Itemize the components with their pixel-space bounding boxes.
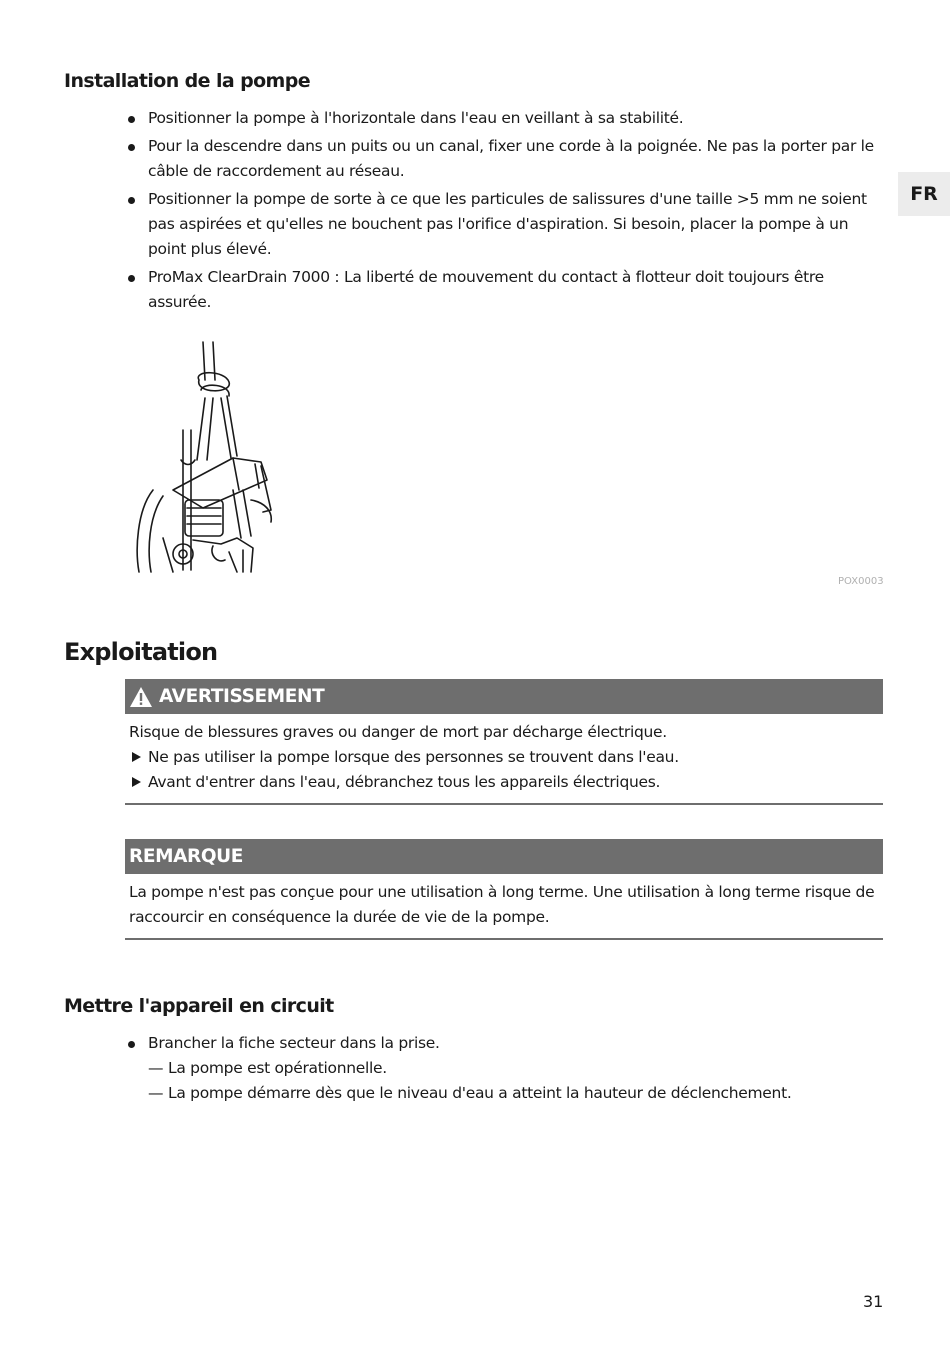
section-heading-exploitation: Exploitation	[64, 638, 218, 666]
result-item: — La pompe démarre dès que le niveau d'eau a atteint la hauteur de déclenchement.	[148, 1081, 878, 1106]
warning-instruction: Ne pas utiliser la pompe lorsque des personnes se trouvent dans l'eau.	[129, 745, 879, 770]
warning-box	[125, 679, 883, 805]
list-item: Brancher la fiche secteur dans la prise.	[128, 1031, 878, 1056]
switch-on-list	[128, 1031, 878, 1056]
installation-list	[128, 106, 878, 318]
list-item: Positionner la pompe à l'horizontale dans l'eau en veillant à sa stabilité.	[128, 106, 878, 131]
section-heading-switch-on: Mettre l'appareil en circuit	[64, 995, 334, 1017]
list-item: Positionner la pompe de sorte à ce que les particules de salissures d'une taille >5 mm ne soient pas aspirées et qu'elles ne bouchent pas l'orifice d'aspiration. Si besoin, placer la pompe à un point plus élevé.	[128, 187, 878, 262]
note-title: REMARQUE	[129, 846, 244, 867]
note-box	[125, 839, 883, 940]
warning-instruction: Avant d'entrer dans l'eau, débranchez tous les appareils électriques.	[129, 770, 879, 795]
pump-rope-illustration	[133, 340, 308, 576]
warning-header	[125, 679, 883, 714]
warning-triangle-icon	[129, 686, 153, 708]
warning-intro: Risque de blessures graves ou danger de mort par décharge électrique.	[129, 723, 667, 741]
result-item: — La pompe est opérationnelle.	[148, 1056, 878, 1081]
list-item: Pour la descendre dans un puits ou un canal, fixer une corde à la poignée. Ne pas la porter par le câble de raccordement au réseau.	[128, 134, 878, 184]
warning-title: AVERTISSEMENT	[159, 686, 325, 707]
figure-caption: POX0003	[838, 576, 884, 587]
section-heading-installation: Installation de la pompe	[64, 70, 311, 92]
note-text: La pompe n'est pas conçue pour une utilisation à long terme. Une utilisation à long terme risque de raccourcir en conséquence la durée de vie de la pompe.	[129, 883, 875, 926]
results-list	[148, 1056, 878, 1106]
note-header	[125, 839, 883, 874]
language-tab: FR	[898, 172, 950, 216]
page-number: 31	[863, 1292, 884, 1311]
list-item: ProMax ClearDrain 7000 : La liberté de mouvement du contact à flotteur doit toujours être assurée.	[128, 265, 878, 315]
